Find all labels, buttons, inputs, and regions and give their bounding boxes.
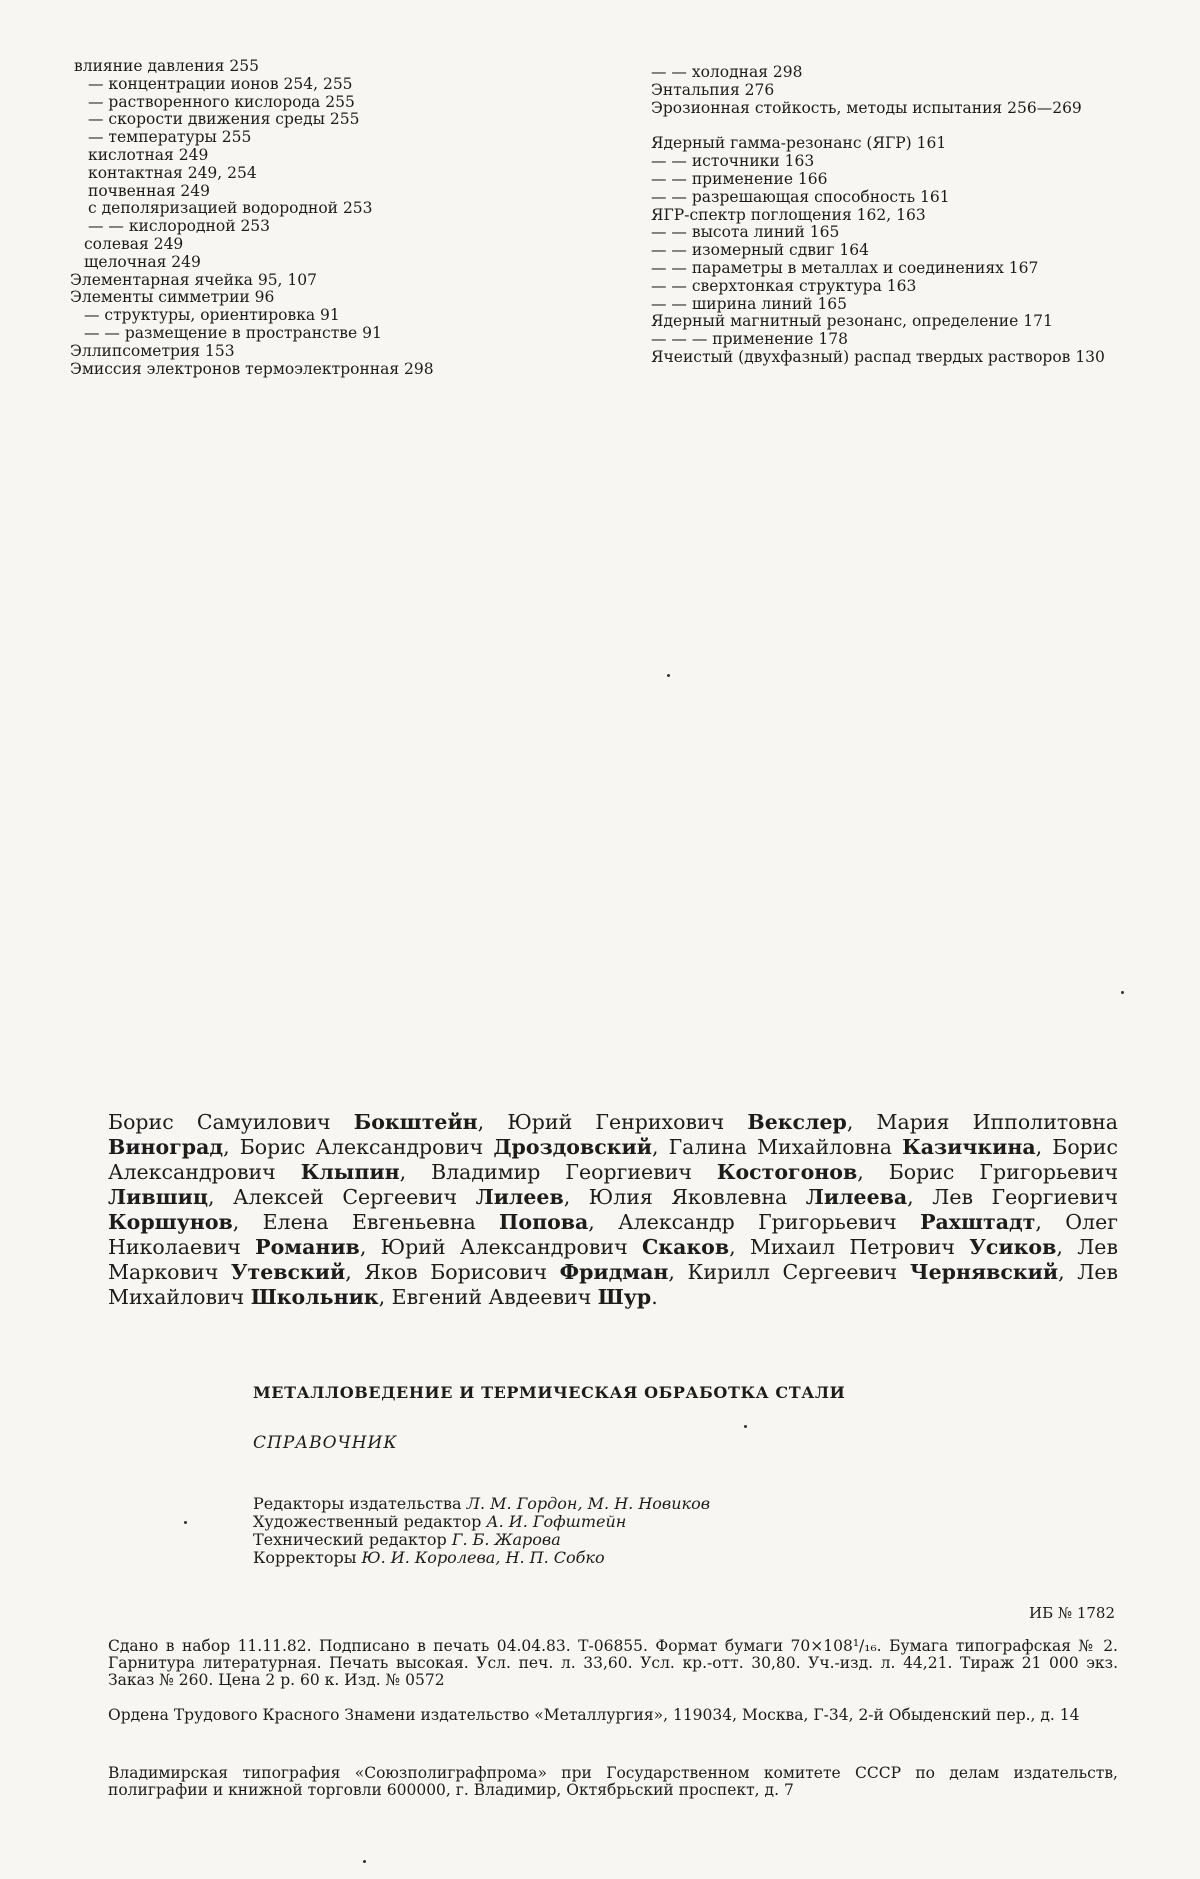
author-given-name: Олег Николаевич	[108, 1210, 1118, 1259]
index-entry: — — источники 163	[651, 152, 815, 171]
credit-line	[253, 1549, 710, 1567]
credit-line	[253, 1513, 710, 1531]
index-entry: Элементарная ячейка 95, 107	[70, 270, 318, 289]
index-entry: ЯГР-спектр поглощения 162, 163	[651, 205, 926, 224]
index-entry: Ядерный магнитный резонанс, определение 171	[651, 312, 1053, 331]
index-entry: кислотная 249	[88, 145, 209, 164]
index-entry: контактная 249, 254	[88, 163, 257, 182]
author-given-name: Яков Борисович	[364, 1260, 560, 1284]
author-given-name: Галина Михайловна	[668, 1135, 903, 1159]
index-entry: Эмиссия электронов термоэлектронная 298	[70, 359, 434, 378]
author-surname: Шур	[597, 1285, 652, 1309]
print-speck	[667, 674, 670, 677]
index-entry: — — изомерный сдвиг 164	[651, 241, 869, 260]
index-entry: Энтальпия 276	[651, 80, 775, 99]
index-entry: влияние давления 255	[74, 57, 259, 75]
print-speck	[363, 1860, 366, 1863]
index-entry: Эллипсометрия 153	[70, 341, 235, 360]
author-given-name: Юрий Генрихович	[507, 1110, 748, 1134]
author-given-name: Борис Александрович	[239, 1135, 494, 1159]
index-entry: — — ширина линий 165	[651, 294, 848, 313]
index-entry: — скорости движения среды 255	[88, 110, 360, 129]
credit-names: Ю. И. Королева, Н. П. Собко	[361, 1548, 605, 1567]
index-entry: — растворенного кислорода 255	[88, 92, 355, 111]
book-subtitle: СПРАВОЧНИК	[253, 1433, 398, 1453]
index-entry: — — холодная 298	[651, 63, 803, 81]
index-entry: — — размещение в пространстве 91	[84, 323, 382, 342]
author-given-name: Борис Самуилович	[108, 1110, 354, 1134]
credit-line	[253, 1531, 710, 1549]
author-surname: Клыпин	[300, 1160, 400, 1184]
index-entry: Эрозионная стойкость, методы испытания 256—269	[651, 98, 1082, 117]
author-given-name: Лев Георгиевич	[932, 1185, 1118, 1209]
index-entry: — — кислородной 253	[88, 217, 271, 236]
ib-number: ИБ № 1782	[1028, 1604, 1115, 1622]
author-surname: Усиков	[969, 1235, 1057, 1259]
author-surname: Утевский	[230, 1260, 346, 1284]
author-given-name: Юрий Александрович	[380, 1235, 642, 1259]
author-given-name: Елена Евгеньевна	[262, 1210, 500, 1234]
author-surname: Векслер	[747, 1110, 847, 1134]
index-column-left	[70, 57, 574, 378]
author-surname: Фридман	[559, 1260, 669, 1284]
author-given-name: Кирилл Сергеевич	[687, 1260, 910, 1284]
author-surname: Лилеева	[805, 1185, 908, 1209]
author-surname: Бокштейн	[353, 1110, 478, 1134]
author-surname: Лившиц	[108, 1185, 208, 1209]
author-given-name: Александр Григорьевич	[618, 1210, 921, 1234]
author-surname: Рахштадт	[920, 1210, 1036, 1234]
author-given-name: Юлия Яковлевна	[588, 1185, 806, 1209]
author-surname: Школьник	[250, 1285, 379, 1309]
imprint-publisher: Ордена Трудового Красного Знамени издательство «Металлургия», 119034, Москва, Г-34, 2-й Обыденский пер., д. 14	[108, 1706, 1080, 1724]
index-entry: с деполяризацией водородной 253	[88, 199, 373, 218]
author-surname: Коршунов	[108, 1210, 233, 1234]
authors-list: Борис Самуилович Бокштейн, Юрий Генрихович Векслер, Мария Ипполитовна Виноград, Борис Александрович Дроздовский, Галина Михайловна Казичкина, Борис Александрович Клыпин, Владимир Георгиевич Костогонов, Борис Григорьевич Лившиц, Алексей Сергеевич Лилеев, Юлия Яковлевна Лилеева, Лев Георгиевич Коршунов, Елена Евгеньевна Попова, Александр Григорьевич Рахштадт, Олег Николаевич Романив, Юрий Александрович Скаков, Михаил Петрович Усиков, Лев Маркович Утевский, Яков Борисович Фридман, Кирилл Сергеевич Чернявский, Лев Михайлович Школьник, Евгений Авдеевич Шур.	[108, 1110, 1118, 1309]
author-surname: Романив	[255, 1235, 360, 1259]
author-surname: Дроздовский	[493, 1135, 652, 1159]
index-entry: — структуры, ориентировка 91	[84, 306, 340, 325]
index-entry: Ядерный гамма-резонанс (ЯГР) 161	[651, 134, 947, 153]
author-given-name: Лев Михайлович	[108, 1260, 1118, 1309]
index-entry: — — параметры в металлах и соединениях 167	[651, 258, 1039, 277]
author-surname: Лилеев	[475, 1185, 564, 1209]
editorial-credits	[253, 1495, 710, 1567]
credit-names: А. И. Гофштейн	[486, 1512, 627, 1531]
author-surname: Попова	[499, 1210, 589, 1234]
index-entry: щелочная 249	[84, 252, 201, 271]
index-entry: — — сверхтонкая структура 163	[651, 276, 917, 295]
author-surname: Костогонов	[716, 1160, 858, 1184]
author-surname: Чернявский	[909, 1260, 1059, 1284]
credit-role: Технический редактор	[253, 1530, 447, 1549]
author-given-name: Евгений Авдеевич	[391, 1285, 598, 1309]
credit-names: Л. М. Гордон, М. Н. Новиков	[466, 1494, 711, 1513]
book-title: МЕТАЛЛОВЕДЕНИЕ И ТЕРМИЧЕСКАЯ ОБРАБОТКА СТАЛИ	[253, 1383, 846, 1402]
author-surname: Скаков	[641, 1235, 730, 1259]
imprint-printer: Владимирская типография «Союзполиграфпрома» при Государственном комитете СССР по делам издательств, полиграфии и книжной торговли 600000, г. Владимир, Октябрьский проспект, д. 7	[108, 1764, 1118, 1799]
author-surname: Виноград	[108, 1135, 224, 1159]
author-given-name: Лев Маркович	[108, 1235, 1118, 1284]
imprint-production: Сдано в набор 11.11.82. Подписано в печать 04.04.83. Т-06855. Формат бумаги 70×108¹/₁₆. Бумага типографская № 2. Гарнитура литературная. Печать высокая. Усл. печ. л. 33,60. Усл. кр.-отт. 30,80. Уч.-изд. л. 44,21. Тираж 21 000 экз. Заказ № 260. Цена 2 р. 60 к. Изд. № 0572	[108, 1637, 1118, 1689]
index-entry: солевая 249	[84, 234, 184, 253]
credit-role: Корректоры	[253, 1548, 357, 1567]
index-entry: почвенная 249	[88, 181, 211, 200]
author-surname: Казичкина	[902, 1135, 1036, 1159]
author-given-name: Михаил Петрович	[749, 1235, 970, 1259]
index-entry: — — — применение 178	[651, 330, 848, 349]
credit-line	[253, 1495, 710, 1513]
author-given-name: Алексей Сергеевич	[233, 1185, 476, 1209]
print-speck	[744, 1425, 747, 1428]
author-given-name: Мария Ипполитовна	[876, 1110, 1118, 1134]
print-speck	[184, 1521, 187, 1524]
credit-role: Художественный редактор	[253, 1512, 482, 1531]
index-column-right	[651, 64, 1183, 367]
author-given-name: Борис Александрович	[108, 1135, 1118, 1184]
index-entry: Элементы симметрии 96	[70, 288, 275, 307]
index-entry: — температуры 255	[88, 128, 252, 147]
author-given-name: Борис Григорьевич	[888, 1160, 1118, 1184]
index-entry: — концентрации ионов 254, 255	[88, 74, 353, 93]
author-given-name: Владимир Георгиевич	[431, 1160, 717, 1184]
index-entry: Ячеистый (двухфазный) распад твердых растворов 130	[651, 347, 1105, 366]
credit-names: Г. Б. Жарова	[451, 1530, 561, 1549]
index-entry: — — высота линий 165	[651, 223, 840, 242]
credit-role: Редакторы издательства	[253, 1494, 462, 1513]
index-entry: — — разрешающая способность 161	[651, 187, 950, 206]
index-entry: — — применение 166	[651, 169, 828, 188]
print-speck	[1121, 991, 1124, 994]
